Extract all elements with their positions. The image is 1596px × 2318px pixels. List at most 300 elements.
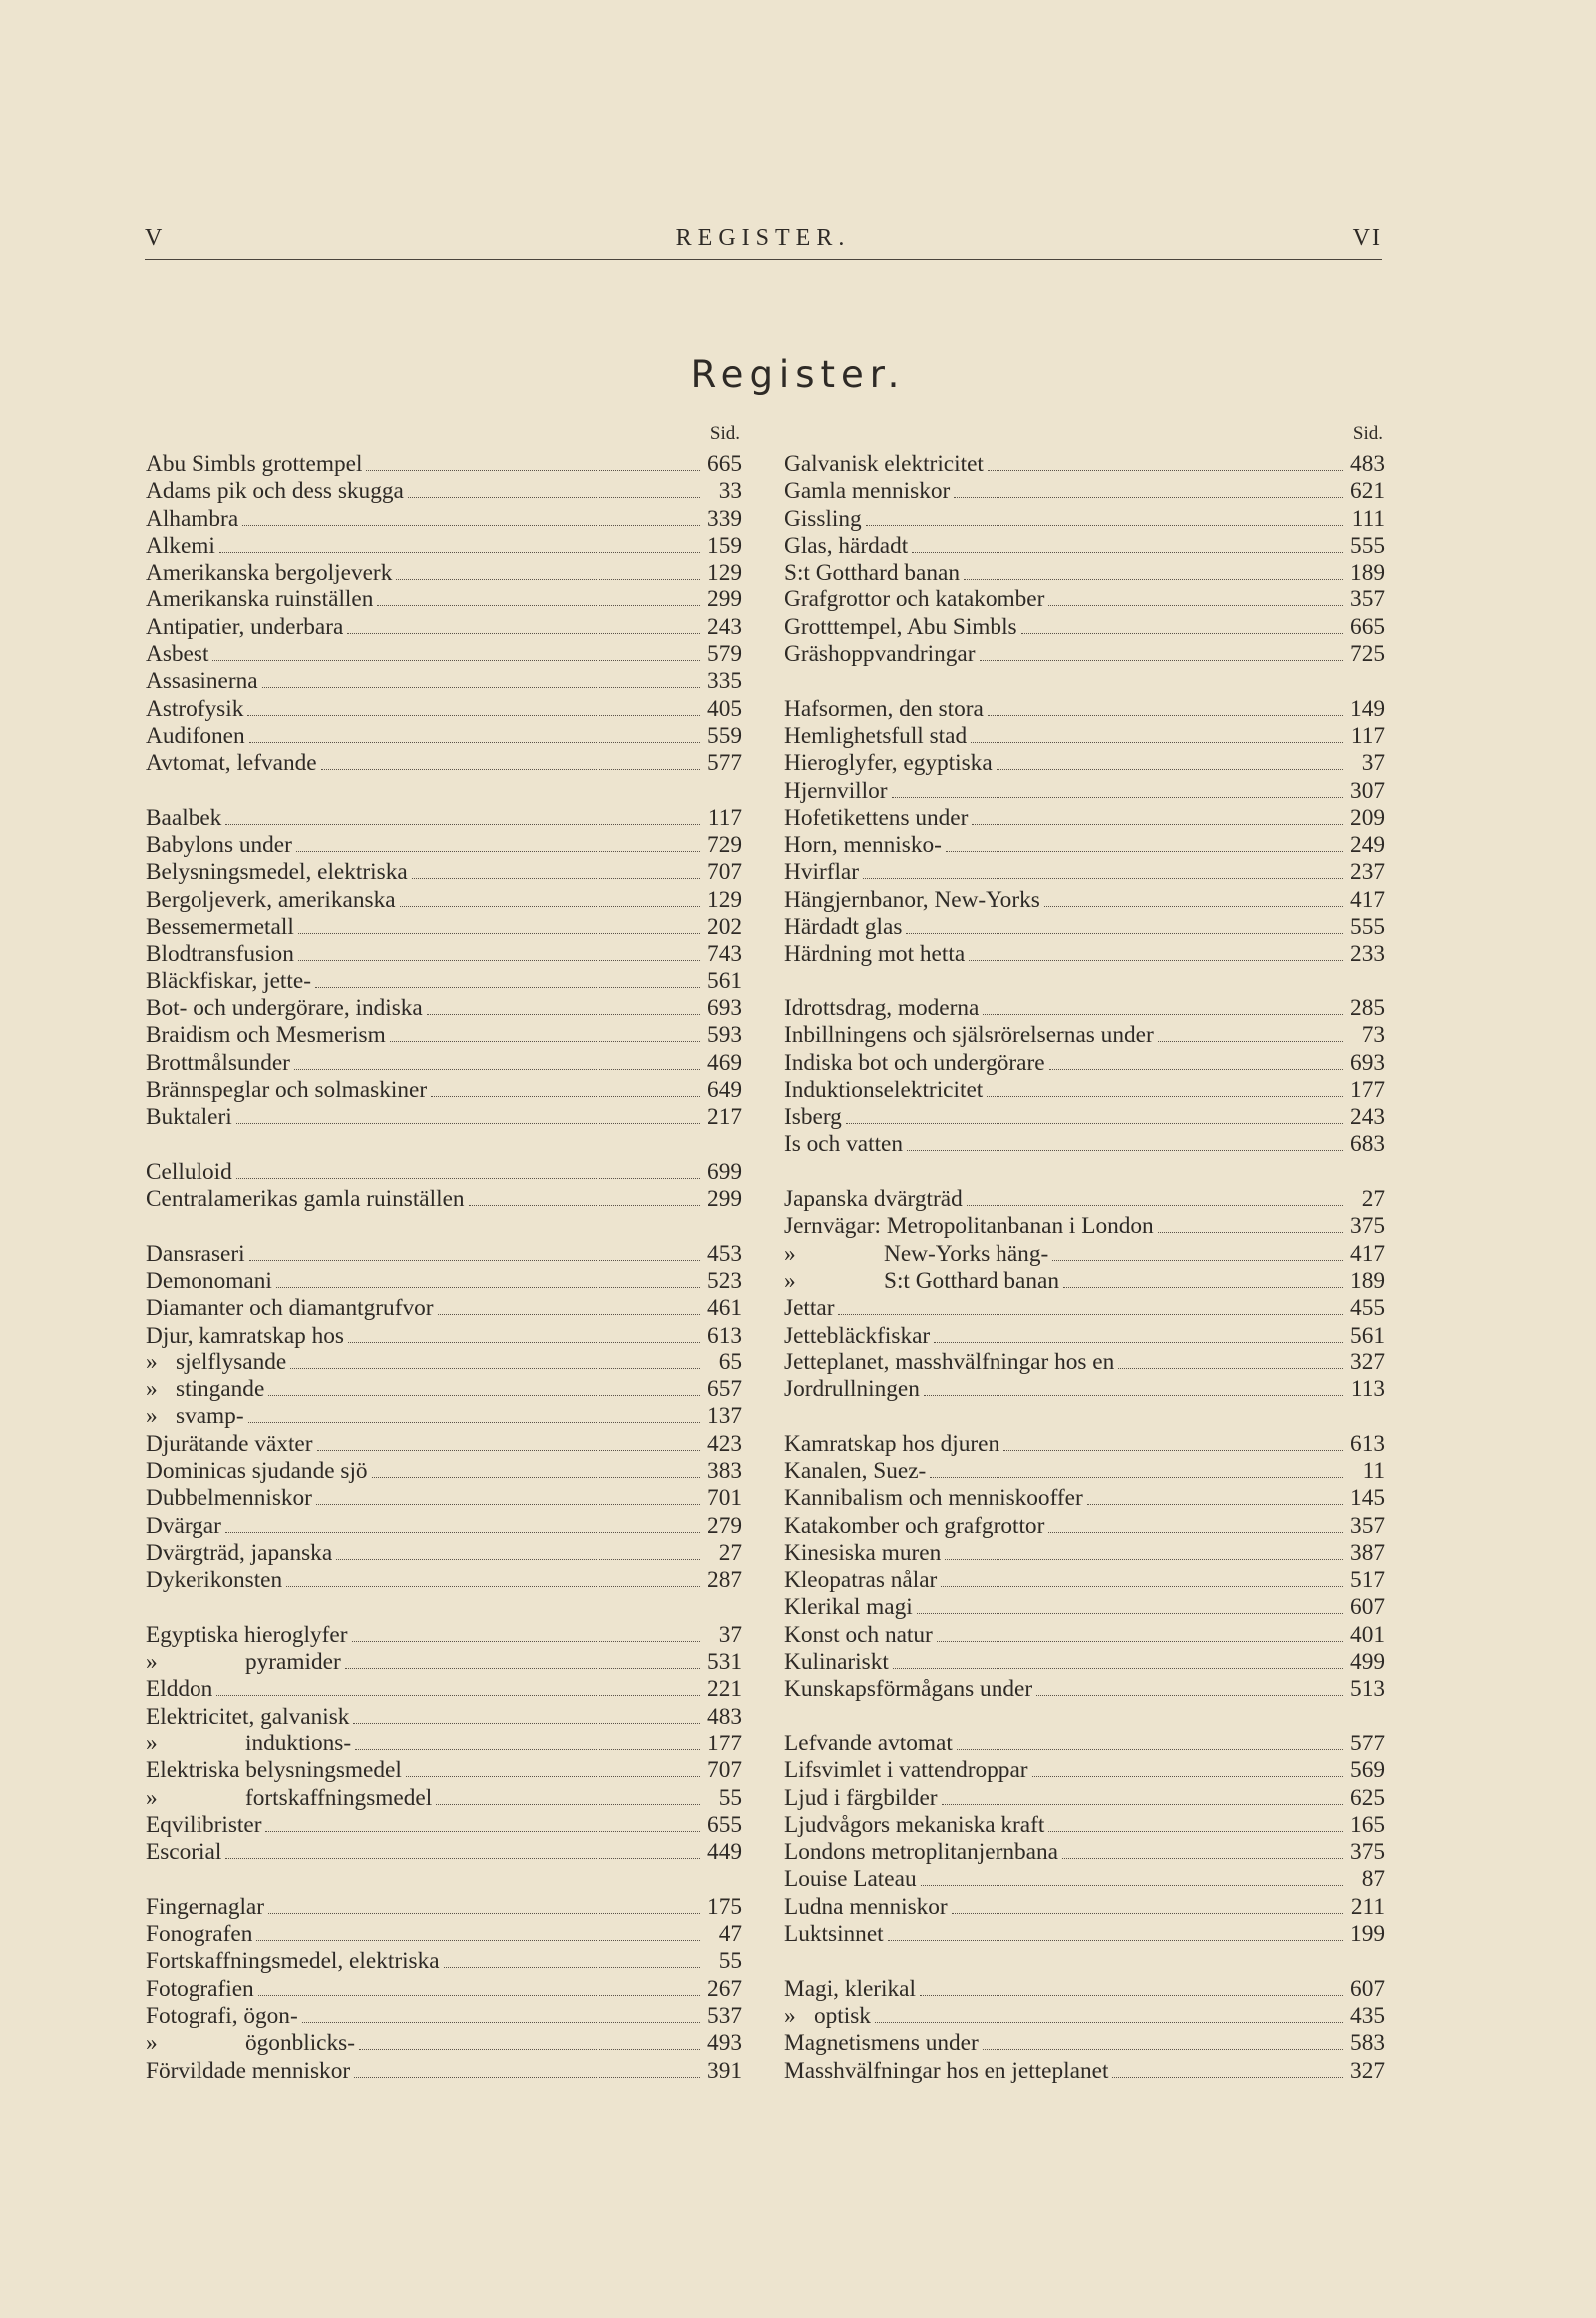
index-term-text: Jettebläckfiskar: [784, 1322, 931, 1349]
index-term: [146, 1431, 313, 1458]
index-term: [784, 750, 993, 777]
index-term-text: Kinesiska muren: [784, 1539, 942, 1566]
index-term-text: Dansraseri: [146, 1240, 245, 1267]
index-term-text: Abu Simbls grottempel: [146, 451, 363, 477]
index-entry: [146, 560, 742, 586]
index-term: [784, 478, 950, 505]
index-term-text: Kanalen, Suez-: [784, 1457, 927, 1484]
index-term: [146, 451, 362, 478]
index-term-text: Fingernaglar: [146, 1893, 265, 1920]
page-ref: 243: [707, 613, 742, 640]
index-term-text: Antipatier, underbara: [146, 613, 344, 640]
index-term-text: Celluloid: [146, 1158, 232, 1185]
index-entry: [146, 859, 742, 886]
page-ref: 537: [707, 2002, 742, 2029]
index-entry: [784, 506, 1385, 533]
index-term-text: sjelflysande: [176, 1349, 287, 1375]
index-term-text: Hemlighetsfull stad: [784, 722, 968, 749]
index-entry: [146, 1376, 742, 1403]
index-entry: [784, 2003, 1385, 2030]
page-ref: 145: [1350, 1485, 1385, 1512]
index-term: [784, 1540, 941, 1567]
index-entry: [146, 1485, 742, 1512]
index-term: [784, 1350, 1114, 1376]
index-term-text: pyramider: [245, 1649, 341, 1676]
index-term-text: Buktaleri: [146, 1104, 232, 1131]
index-term: [146, 1976, 254, 2003]
index-entry: [784, 1894, 1385, 1921]
ditto-mark: »: [146, 1649, 158, 1676]
index-term-text: Bot- och undergörare, indiska: [146, 994, 423, 1021]
index-entry: [146, 478, 742, 505]
index-term: [146, 1295, 434, 1322]
index-term: [146, 1323, 344, 1350]
page-ref: 177: [1350, 1076, 1385, 1103]
leader-dots: [1112, 2077, 1343, 2078]
index-term: [784, 1431, 999, 1458]
index-term: [784, 1458, 926, 1485]
section-gap: [784, 968, 1385, 995]
page-ref: 177: [707, 1730, 742, 1756]
leader-dots: [930, 1477, 1343, 1478]
page-ref: 607: [1350, 1594, 1385, 1621]
leader-dots: [1044, 906, 1343, 907]
index-term: [784, 1131, 903, 1158]
leader-dots: [249, 742, 700, 743]
index-term: [146, 1403, 244, 1430]
index-term-text: Idrottsdrag, moderna: [784, 994, 980, 1021]
index-term-text: Isberg: [784, 1104, 842, 1131]
index-term-text: Luktsinnet: [784, 1921, 884, 1948]
page-ref: 699: [707, 1158, 742, 1185]
leader-dots: [352, 1641, 701, 1642]
leader-dots: [355, 1749, 700, 1750]
index-term: [784, 1485, 1083, 1512]
index-term-text: Dominicas sjudande sjö: [146, 1457, 368, 1484]
ditto-mark: »: [146, 2030, 158, 2057]
index-term: [784, 1077, 983, 1104]
index-term: [146, 1731, 351, 1757]
page-ref: 701: [707, 1485, 742, 1512]
page-ref: 149: [1350, 695, 1385, 722]
index-term-text: Galvanisk elektricitet: [784, 451, 984, 477]
page-ref: 335: [707, 668, 742, 695]
index-term: [146, 968, 311, 995]
index-term-text: Bergoljeverk, amerikanska: [146, 886, 396, 913]
page-title: Register.: [690, 353, 906, 396]
index-term: [146, 859, 408, 886]
index-column-right: [784, 423, 1385, 2085]
leader-dots: [945, 1559, 1343, 1560]
leader-dots: [219, 552, 700, 553]
index-entry: [146, 696, 742, 723]
index-entry: [784, 586, 1385, 613]
index-term: [146, 1921, 252, 1948]
index-list-left: [146, 451, 742, 2085]
index-term-text: New-Yorks häng-: [884, 1240, 1049, 1267]
page-ref: 683: [1350, 1131, 1385, 1158]
page-ref: 37: [718, 1621, 742, 1648]
index-term: [146, 2003, 298, 2030]
page-ref: 469: [707, 1049, 742, 1076]
index-term-text: Londons metroplitanjernbana: [784, 1839, 1058, 1866]
index-term: [784, 1050, 1045, 1077]
page-ref: 233: [1350, 941, 1385, 967]
page-ref: 11: [1362, 1457, 1385, 1484]
page-ref: 199: [1350, 1921, 1385, 1948]
index-term-text: Jordrullningen: [784, 1376, 920, 1403]
index-term: [146, 1186, 465, 1213]
ditto-mark: »: [784, 1240, 796, 1267]
index-term: [146, 995, 423, 1022]
page-ref: 655: [707, 1811, 742, 1838]
ditto-mark: »: [146, 1784, 158, 1811]
index-term: [784, 1921, 884, 1948]
page-ref: 267: [707, 1975, 742, 2002]
page-ref: 211: [1350, 1893, 1385, 1920]
index-term: [784, 1376, 920, 1403]
index-term: [146, 1513, 221, 1540]
page-ref: 55: [718, 1784, 742, 1811]
leader-dots: [1048, 1532, 1343, 1533]
leader-dots: [980, 660, 1344, 661]
index-term-text: Bessemermetall: [146, 914, 294, 941]
page-ref: 449: [707, 1839, 742, 1866]
leader-dots: [846, 1123, 1343, 1124]
leader-dots: [941, 1586, 1343, 1587]
index-entry: [784, 1731, 1385, 1757]
leader-dots: [354, 2077, 700, 2078]
page-ref: 391: [707, 2057, 742, 2084]
index-entry: [784, 1050, 1385, 1077]
index-term-text: Lifsvimlet i vattendroppar: [784, 1757, 1028, 1784]
index-entry: [146, 1540, 742, 1567]
page-ref: 579: [707, 641, 742, 668]
index-term-text: S:t Gotthard banan: [884, 1267, 1059, 1294]
leader-dots: [1062, 1858, 1343, 1859]
index-term-text: Asbest: [146, 641, 209, 668]
page-ref: 299: [707, 1186, 742, 1213]
index-term-text: Alhambra: [146, 505, 239, 532]
index-term-text: Adams pik och dess skugga: [146, 478, 404, 505]
page-ref: 423: [707, 1430, 742, 1457]
page-ref: 237: [1350, 859, 1385, 886]
index-entry: [146, 1731, 742, 1757]
page-ref: 357: [1350, 1512, 1385, 1539]
index-entry: [784, 1323, 1385, 1350]
page-ref: 165: [1350, 1811, 1385, 1838]
index-entry: [146, 451, 742, 478]
page-ref: 339: [707, 505, 742, 532]
index-term: [146, 1894, 264, 1921]
page-ref: 417: [1350, 886, 1385, 913]
leader-dots: [366, 470, 700, 471]
page-ref: 47: [718, 1921, 742, 1948]
page-ref: 523: [707, 1267, 742, 1294]
page-ref: 607: [1350, 1975, 1385, 2002]
leader-dots: [952, 1913, 1343, 1914]
leader-dots: [1032, 1776, 1343, 1777]
leader-dots: [276, 1287, 700, 1288]
index-entry: [146, 668, 742, 695]
index-entry: [146, 1676, 742, 1703]
index-term: [784, 1976, 916, 2003]
index-term-text: Hängjernbanor, New-Yorks: [784, 886, 1040, 913]
index-term-text: S:t Gotthard banan: [784, 560, 960, 586]
leader-dots: [286, 1586, 700, 1587]
index-entry: [784, 1594, 1385, 1621]
index-entry: [784, 887, 1385, 914]
index-entry: [784, 614, 1385, 641]
page-ref: 175: [707, 1893, 742, 1920]
page-ref: 55: [718, 1948, 742, 1975]
index-term-text: Grotttempel, Abu Simbls: [784, 613, 1017, 640]
index-term-text: Jetteplanet, masshvälfningar hos en: [784, 1349, 1115, 1375]
leader-dots: [838, 1314, 1343, 1315]
index-term: [146, 723, 245, 750]
page-ref: 559: [707, 722, 742, 749]
leader-dots: [983, 2049, 1343, 2050]
leader-dots: [225, 824, 700, 825]
index-term-text: Masshvälfningar hos en jetteplanet: [784, 2057, 1109, 2084]
index-term: [784, 506, 862, 533]
index-entry: [784, 1104, 1385, 1131]
index-term: [146, 1268, 272, 1295]
index-term: [784, 586, 1044, 613]
leader-dots: [225, 1532, 700, 1533]
leader-dots: [298, 960, 700, 961]
sid-column-label: Sid.: [1352, 423, 1383, 444]
leader-dots: [946, 851, 1343, 852]
index-term: [784, 1866, 917, 1893]
index-entry: [784, 1622, 1385, 1649]
page-ref: 117: [1350, 722, 1385, 749]
index-term: [146, 1704, 349, 1731]
index-term-text: Is och vatten: [784, 1131, 904, 1158]
index-term: [784, 1622, 933, 1649]
leader-dots: [1087, 1504, 1343, 1505]
leader-dots: [408, 497, 700, 498]
page-ref: 27: [1361, 1186, 1385, 1213]
index-entry: [146, 750, 742, 777]
index-term-text: Lefvande avtomat: [784, 1730, 953, 1756]
index-term-text: Förvildade menniskor: [146, 2057, 351, 2084]
page-ref: 577: [1350, 1730, 1385, 1756]
index-entry: [146, 641, 742, 668]
leader-dots: [412, 878, 700, 879]
leader-dots: [1063, 1287, 1343, 1288]
index-entry: [784, 1812, 1385, 1839]
page-ref: 621: [1350, 478, 1385, 505]
page-ref: 435: [1350, 2002, 1385, 2029]
leader-dots: [917, 1613, 1343, 1614]
index-entry: [146, 1622, 742, 1649]
index-term-text: Elektricitet, galvanisk: [146, 1703, 350, 1730]
leader-dots: [866, 525, 1343, 526]
index-entry: [784, 451, 1385, 478]
page-ref: 129: [707, 560, 742, 586]
index-term: [146, 2030, 355, 2057]
page-ref: 707: [707, 859, 742, 886]
index-entry: [784, 2058, 1385, 2085]
index-term: [146, 696, 243, 723]
index-term-text: Braidism och Mesmerism: [146, 1022, 386, 1049]
section-gap: [146, 1213, 742, 1240]
leader-dots: [997, 769, 1343, 770]
index-entry: [146, 2030, 742, 2057]
index-term: [784, 1785, 938, 1812]
index-entry: [146, 995, 742, 1022]
leader-dots: [377, 605, 700, 606]
index-entry: [784, 1785, 1385, 1812]
index-term-text: optisk: [814, 2002, 871, 2029]
index-entry: [146, 1159, 742, 1186]
leader-dots: [942, 1804, 1343, 1805]
index-entry: [784, 750, 1385, 777]
index-entry: [146, 1785, 742, 1812]
leader-dots: [249, 1260, 700, 1261]
index-term-text: Bläckfiskar, jette-: [146, 967, 311, 994]
index-term-text: Dykerikonsten: [146, 1567, 283, 1594]
leader-dots: [988, 715, 1343, 716]
page-ref: 517: [1350, 1567, 1385, 1594]
index-term-text: Babylons under: [146, 832, 292, 859]
page-ref: 583: [1350, 2030, 1385, 2057]
page-ref: 65: [718, 1349, 742, 1375]
leader-dots: [987, 1096, 1343, 1097]
index-term: [784, 859, 859, 886]
page-ref: 725: [1350, 641, 1385, 668]
index-term-text: Brottmålsunder: [146, 1049, 290, 1076]
index-term-text: Kannibalism och menniskooffer: [784, 1485, 1083, 1512]
leader-dots: [863, 878, 1343, 879]
page-ref: 531: [707, 1649, 742, 1676]
leader-dots: [964, 579, 1343, 580]
page-ref: 483: [707, 1703, 742, 1730]
index-entry: [784, 1376, 1385, 1403]
index-term: [784, 1812, 1044, 1839]
index-term-text: Gamla menniskor: [784, 478, 951, 505]
leader-dots: [972, 824, 1343, 825]
page-ref: 327: [1350, 1349, 1385, 1375]
leader-dots: [268, 1395, 700, 1396]
leader-dots: [353, 1723, 700, 1724]
section-gap: [784, 1704, 1385, 1731]
index-term-text: Kunskapsförmågans under: [784, 1676, 1033, 1703]
index-term: [146, 614, 343, 641]
index-entry: [146, 941, 742, 967]
index-term-text: Magi, klerikal: [784, 1975, 916, 2002]
index-entry: [146, 1894, 742, 1921]
index-entry: [784, 914, 1385, 941]
ditto-mark: »: [146, 1403, 158, 1430]
index-term: [784, 723, 967, 750]
page-ref: 483: [1350, 451, 1385, 477]
index-term: [146, 1812, 261, 1839]
leader-dots: [893, 1668, 1343, 1669]
index-entry: [146, 1812, 742, 1839]
page-ref: 37: [1361, 750, 1385, 777]
page-ref: 249: [1350, 832, 1385, 859]
leader-dots: [400, 906, 700, 907]
index-term-text: Centralamerikas gamla ruinställen: [146, 1186, 465, 1213]
index-entry: [146, 533, 742, 560]
index-term: [784, 560, 960, 586]
index-entry: [784, 1077, 1385, 1104]
index-term-text: ögonblicks-: [245, 2030, 356, 2057]
index-term-text: Elddon: [146, 1676, 213, 1703]
page-ref: 665: [1350, 613, 1385, 640]
index-term: [784, 2058, 1108, 2085]
index-term-text: Dvärgar: [146, 1512, 221, 1539]
index-term: [784, 614, 1017, 641]
leader-dots: [302, 2022, 700, 2023]
leader-dots: [390, 1041, 700, 1042]
index-entry: [146, 1241, 742, 1268]
index-term-text: Djurätande växter: [146, 1430, 313, 1457]
index-term-text: Grafgrottor och katakomber: [784, 586, 1045, 613]
index-term-text: Dubbelmenniskor: [146, 1485, 312, 1512]
index-term: [146, 560, 392, 586]
index-term: [784, 696, 984, 723]
leader-dots: [294, 1069, 700, 1070]
index-term-text: Hafsormen, den stora: [784, 695, 984, 722]
index-term: [784, 1513, 1044, 1540]
leader-dots: [920, 1995, 1343, 1996]
index-term: [784, 805, 968, 832]
leader-dots: [1049, 1069, 1343, 1070]
page-ref: 217: [707, 1104, 742, 1131]
index-entry: [784, 1131, 1385, 1158]
index-term: [146, 1676, 212, 1703]
leader-dots: [427, 1014, 700, 1015]
leader-dots: [296, 851, 700, 852]
page-ref: 499: [1350, 1649, 1385, 1676]
leader-dots: [937, 1641, 1343, 1642]
leader-dots: [317, 1450, 700, 1451]
page-ref: 243: [1350, 1104, 1385, 1131]
index-entry: [146, 1323, 742, 1350]
page-ref: 202: [707, 914, 742, 941]
section-gap: [146, 778, 742, 805]
index-entry: [784, 995, 1385, 1022]
index-term-text: Eqvilibrister: [146, 1811, 262, 1838]
page-ref: 493: [707, 2030, 742, 2057]
index-term-text: Fonografen: [146, 1921, 253, 1948]
index-term-text: Hofetikettens under: [784, 804, 969, 831]
index-term: [784, 1022, 1154, 1049]
page-ref: 453: [707, 1240, 742, 1267]
index-entry: [146, 887, 742, 914]
index-term-text: Konst och natur: [784, 1621, 933, 1648]
index-entry: [784, 1649, 1385, 1676]
index-entry: [784, 560, 1385, 586]
index-term: [784, 451, 984, 478]
index-entry: [784, 478, 1385, 505]
index-term: [784, 2030, 979, 2057]
page-ref: 461: [707, 1295, 742, 1322]
leader-dots: [298, 933, 700, 934]
index-term: [784, 1323, 930, 1350]
index-term-text: Kamratskap hos djuren: [784, 1430, 1000, 1457]
leader-dots: [469, 1205, 700, 1206]
leader-dots: [1158, 1232, 1343, 1233]
index-term-text: fortskaffningsmedel: [245, 1784, 433, 1811]
index-term-text: Klerikal magi: [784, 1594, 913, 1621]
index-entry: [784, 1186, 1385, 1213]
ditto-mark: »: [146, 1349, 158, 1375]
leader-dots: [256, 1940, 700, 1941]
